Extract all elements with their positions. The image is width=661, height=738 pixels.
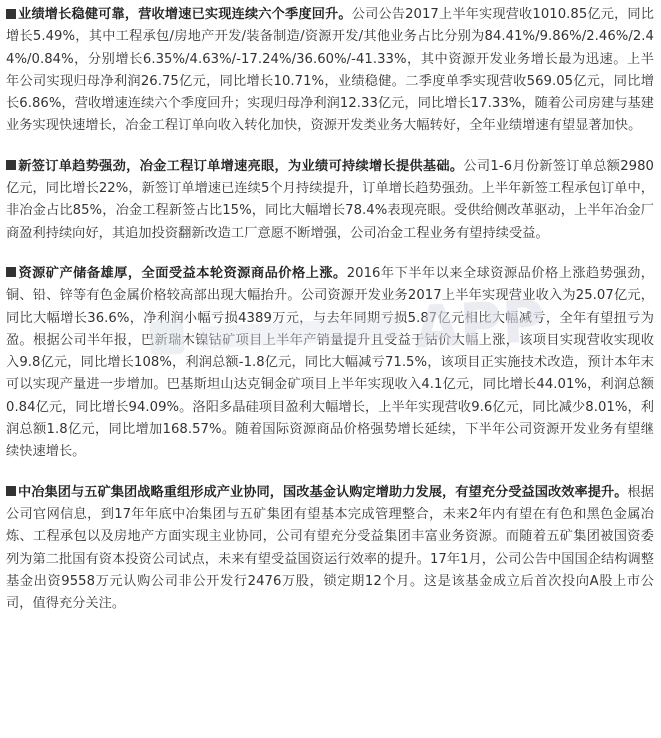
watermark-text: APP: [412, 290, 547, 362]
square-bullet-icon: [6, 267, 16, 277]
square-bullet-icon: [6, 9, 16, 19]
paragraph-new-orders: [6, 156, 654, 245]
paragraph-heading: 新签订单趋势强劲，冶金工程订单增速亮眼，为业绩可持续增长提供基础。: [18, 158, 464, 174]
paragraph-performance: [6, 4, 654, 138]
paragraph-text: 根据公司官网信息，到17年年底中冶集团与五矿集团有望基本完成管理整合，未来2年内有望在有色和黑色金属冶炼、工程承包以及房地产方面实现主业协同，公司有望充分受益集团丰富业务资源。而随着五矿集团被国资委列为第二批国有资本投资公司试点，未来有望受益国资运行效率的提升。17年1月，公司公告中国国企结构调整基金出资9558万元认购公司非公开发行2476万股，锁定期12个月。这是该基金成立后首次投向A股上市公司，值得充分关注。: [6, 484, 655, 612]
paragraph-heading: 中冶集团与五矿集团战略重组形成产业协同，国改基金认购定增助力发展，有望充分受益国改效率提升。: [18, 484, 628, 500]
paragraph-text: 2016年下半年以来全球资源品价格上涨趋势强劲，铜、铅、锌等有色金属价格较高部出现大幅抬升。公司资源开发业务2017上半年实现营业收入为25.07亿元，同比大幅增长36.6%，净利润小幅亏损4389万元，与去年同期亏损5.87亿元相比大幅减亏，全年有望扭亏为盈。根据公司半年报，巴新瑞木镍钴矿项目上半年产销量提升且受益于钴价大幅上涨，该项目实现营收实现收入9.8亿元，同比增长108%，利润总额-1.8亿元，同比大幅减亏71.5%，该项目正实施技术改造，预计本年末可以实现产量进一步增加。巴基斯坦山达克铜金矿项目上半年实现收入4.1亿元，同比增长44.01%，利润总额0.84亿元，同比增长94.09%。洛阳多晶硅项目盈利大幅增长，上半年实现营收9.6亿元，同比减少8.01%，利润总额1.8亿元，同比增加168.57%。随着国际资源商品价格强势增长延续，下半年公司资源开发业务有望继续快速增长。: [6, 265, 654, 460]
paragraph-text: 公司1-6月份新签订单总额2980亿元，同比增长22%，新签订单增速已连续5个月持续提升，订单增长趋势强劲。上半年新签工程承包订单中，非冶金占比85%，冶金工程新签占比15%，同比大幅增长78.4%表现亮眼。受供给侧改革驱动，上半年冶金厂商盈利持续向好，其追加投资翻新改造工厂意愿不断增强，公司冶金工程业务有望持续受益。: [6, 158, 654, 241]
square-bullet-icon: [6, 486, 16, 496]
paragraph-resources: [6, 263, 654, 464]
paragraph-heading: 资源矿产储备雄厚，全面受益本轮资源商品价格上涨。: [18, 265, 347, 281]
paragraph-heading: 业绩增长稳健可靠，营收增速已实现连续六个季度回升。: [18, 7, 352, 22]
paragraph-text: 公司公告2017上半年实现营收1010.85亿元，同比增长5.49%，其中工程承包/房地产开发/装备制造/资源开发/其他业务占比分别为84.41%/9.86%/2.46%/2.44%/0.84%，分别增长6.35%/4.63%/-17.24%/36.60%/-41.33%，其中资源开发业务增长最为迅速。上半年公司实现归母净利润26.75亿元，同比增长10.71%，业绩稳健。二季度单季实现营收569.05亿元，同比增长6.86%，营收增速连续六个季度回升；实现归母净利润12.33亿元，同比增长17.33%，随着公司房建与基建业务实现快速增长，冶金工程订单向收入转化加快，资源开发类业务大幅转好，全年业绩增速有望显著加快。: [6, 7, 654, 134]
paragraph-restructuring: [6, 482, 654, 616]
article-body: [6, 4, 654, 633]
square-bullet-icon: [6, 160, 16, 170]
